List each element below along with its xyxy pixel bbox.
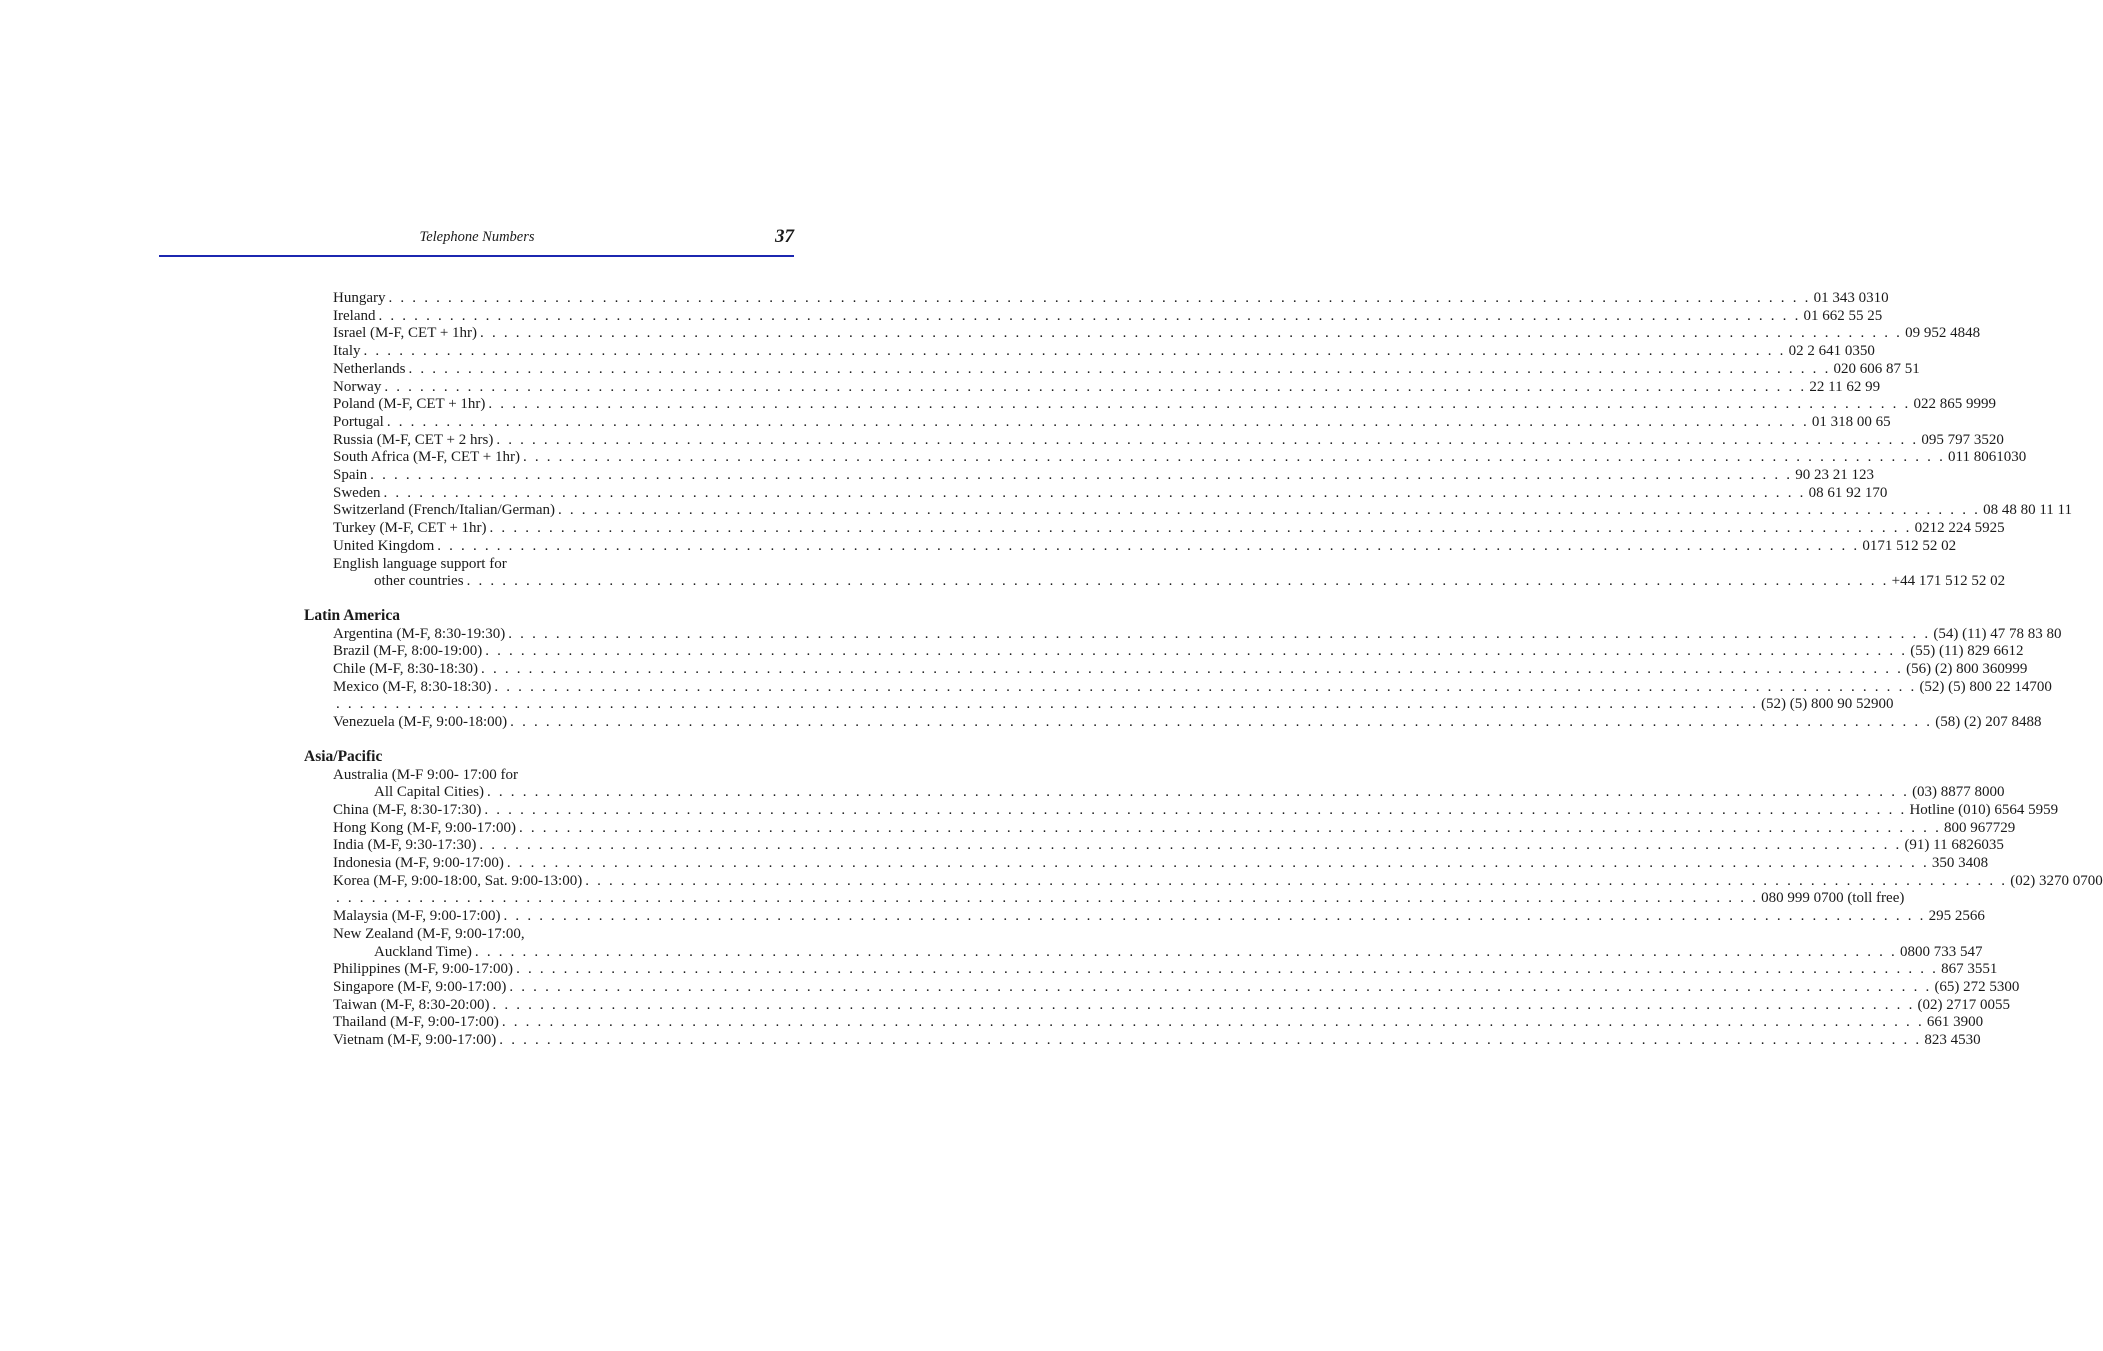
phone-number: (65) 272 5300 bbox=[1934, 978, 2020, 995]
dot-leader: . . . . . . . . . . . . . . . . . . . . . . . . . . . . . . . . . . . . . . . . . . . . . . . . . . . . . . . . . . . . . . . . . . . . . . . . . . . . . . . . . . . . . . . . . . . . . . . . . . . . . . . . . . . . . . . . . . . . . . . . bbox=[501, 1014, 1924, 1031]
entry-label: United Kingdom bbox=[333, 537, 435, 554]
directory-entry bbox=[333, 484, 1888, 502]
dot-leader: . . . . . . . . . . . . . . . . . . . . . . . . . . . . . . . . . . . . . . . . . . . . . . . . . . . . . . . . . . . . . . . . . . . . . . . . . . . . . . . . . . . . . . . . . . . . . . . . . . . . . . . . . . . . . . . . . . . . . . . . bbox=[516, 961, 1939, 978]
phone-number: 01 318 00 65 bbox=[1811, 413, 1891, 430]
phone-number: (52) (5) 800 90 52900 bbox=[1761, 696, 1894, 713]
australia-note: Australia (M-F 9:00- 17:00 for bbox=[333, 766, 518, 783]
directory-entry bbox=[333, 501, 2072, 519]
dot-leader: . . . . . . . . . . . . . . . . . . . . . . . . . . . . . . . . . . . . . . . . . . . . . . . . . . . . . . . . . . . . . . . . . . . . . . . . . . . . . . . . . . . . . . . . . . . . . . . . . . . . . . . . . . . . . . . . . . . . . . . . bbox=[384, 378, 1807, 395]
entry-label: Argentina (M-F, 8:30-19:30) bbox=[333, 625, 506, 642]
directory-entry bbox=[333, 537, 1957, 555]
phone-number: 02 2 641 0350 bbox=[1788, 343, 1875, 360]
entry-label: Poland (M-F, CET + 1hr) bbox=[333, 396, 486, 413]
phone-number: (56) (2) 800 360999 bbox=[1906, 661, 2028, 677]
entry-label: South Africa (M-F, CET + 1hr) bbox=[333, 449, 520, 466]
dot-leader: . . . . . . . . . . . . . . . . . . . . . . . . . . . . . . . . . . . . . . . . . . . . . . . . . . . . . . . . . . . . . . . . . . . . . . . . . . . . . . . . . . . . . . . . . . . . . . . . . . . . . . . . . . . . . . . . . . . . . . . . bbox=[489, 520, 1912, 537]
phone-number: 661 3900 bbox=[1926, 1014, 1984, 1031]
dot-leader: . . . . . . . . . . . . . . . . . . . . . . . . . . . . . . . . . . . . . . . . . . . . . . . . . . . . . . . . . . . . . . . . . . . . . . . . . . . . . . . . . . . . . . . . . . . . . . . . . . . . . . . . . . . . . . . . . . . . . . . . bbox=[496, 431, 1919, 448]
dot-leader: . . . . . . . . . . . . . . . . . . . . . . . . . . . . . . . . . . . . . . . . . . . . . . . . . . . . . . . . . . . . . . . . . . . . . . . . . . . . . . . . . . . . . . . . . . . . . . . . . . . . . . . . . . . . . . . . . . . . . . . . bbox=[506, 855, 1929, 871]
entry-label: Israel (M-F, CET + 1hr) bbox=[333, 325, 478, 342]
dot-leader: . . . . . . . . . . . . . . . . . . . . . . . . . . . . . . . . . . . . . . . . . . . . . . . . . . . . . . . . . . . . . . . . . . . . . . . . . . . . . . . . . . . . . . . . . . . . . . . . . . . . . . . . . . . . . . . . . . . . . . . . bbox=[484, 801, 1907, 818]
phone-number: 0800 733 547 bbox=[1899, 943, 1983, 960]
directory-entry bbox=[333, 801, 2059, 819]
entry-label: China (M-F, 8:30-17:30) bbox=[333, 801, 482, 818]
entry-label: Mexico (M-F, 8:30-18:30) bbox=[333, 678, 492, 695]
dot-leader: . . . . . . . . . . . . . . . . . . . . . . . . . . . . . . . . . . . . . . . . . . . . . . . . . . . . . . . . . . . . . . . . . . . . . . . . . . . . . . . . . . . . . . . . . . . . . . . . . . . . . . . . . . . . . . . . . . . . . . . . bbox=[499, 1032, 1922, 1048]
entry-label: Brazil (M-F, 8:00-19:00) bbox=[333, 643, 483, 660]
directory-entry bbox=[333, 872, 2103, 890]
phone-number: 295 2566 bbox=[1928, 908, 1985, 925]
entry-label: Korea (M-F, 9:00-18:00, Sat. 9:00-13:00) bbox=[333, 872, 583, 889]
directory-entry bbox=[333, 413, 1891, 431]
dot-leader: . . . . . . . . . . . . . . . . . . . . . . . . . . . . . . . . . . . . . . . . . . . . . . . . . . . . . . . . . . . . . . . . . . . . . . . . . . . . . . . . . . . . . . . . . . . . . . . . . . . . . . . . . . . . . . . . . . . . . . . . bbox=[370, 467, 1793, 483]
entry-label: Sweden bbox=[333, 484, 381, 501]
entry-label: Singapore (M-F, 9:00-17:00) bbox=[333, 978, 507, 995]
phone-number: 90 23 21 123 bbox=[1795, 467, 1874, 483]
directory-entry bbox=[333, 819, 2016, 837]
dot-leader: . . . . . . . . . . . . . . . . . . . . . . . . . . . . . . . . . . . . . . . . . . . . . . . . . . . . . . . . . . . . . . . . . . . . . . . . . . . . . . . . . . . . . . . . . . . . . . . . . . . . . . . . . . . . . . . . . . . . . . . . bbox=[503, 908, 1926, 925]
dot-leader: . . . . . . . . . . . . . . . . . . . . . . . . . . . . . . . . . . . . . . . . . . . . . . . . . . . . . . . . . . . . . . . . . . . . . . . . . . . . . . . . . . . . . . . . . . . . . . . . . . . . . . . . . . . . . . . . . . . . . . . . bbox=[336, 696, 1759, 713]
entry-label: Malaysia (M-F, 9:00-17:00) bbox=[333, 908, 501, 925]
phone-number: 800 967729 bbox=[1944, 819, 2016, 836]
directory-entry bbox=[333, 889, 1905, 907]
phone-number: (02) 3270 0700 bbox=[2010, 872, 2103, 889]
dot-leader: . . . . . . . . . . . . . . . . . . . . . . . . . . . . . . . . . . . . . . . . . . . . . . . . . . . . . . . . . . . . . . . . . . . . . . . . . . . . . . . . . . . . . . . . . . . . . . . . . . . . . . . . . . . . . . . . . . . . . . . . bbox=[510, 714, 1933, 731]
entry-label: Portugal bbox=[333, 413, 384, 430]
directory-entry bbox=[333, 907, 1985, 925]
phone-number: 0171 512 52 02 bbox=[1862, 537, 1957, 554]
entry-label: India (M-F, 9:30-17:30) bbox=[333, 837, 477, 854]
entry-label: Italy bbox=[333, 343, 361, 360]
directory-entry bbox=[374, 943, 1983, 961]
dot-leader: . . . . . . . . . . . . . . . . . . . . . . . . . . . . . . . . . . . . . . . . . . . . . . . . . . . . . . . . . . . . . . . . . . . . . . . . . . . . . . . . . . . . . . . . . . . . . . . . . . . . . . . . . . . . . . . . . . . . . . . . bbox=[518, 819, 1942, 836]
entry-label: Auckland Time) bbox=[374, 943, 472, 960]
header-rule bbox=[159, 255, 794, 257]
dot-leader: . . . . . . . . . . . . . . . . . . . . . . . . . . . . . . . . . . . . . . . . . . . . . . . . . . . . . . . . . . . . . . . . . . . . . . . . . . . . . . . . . . . . . . . . . . . . . . . . . . . . . . . . . . . . . . . . . . . . . . . . bbox=[386, 413, 1809, 430]
dot-leader: . . . . . . . . . . . . . . . . . . . . . . . . . . . . . . . . . . . . . . . . . . . . . . . . . . . . . . . . . . . . . . . . . . . . . . . . . . . . . . . . . . . . . . . . . . . . . . . . . . . . . . . . . . . . . . . . . . . . . . . . bbox=[508, 625, 1931, 642]
phone-number: 020 606 87 51 bbox=[1833, 360, 1920, 377]
directory-entry bbox=[333, 695, 1894, 713]
phone-number: 08 61 92 170 bbox=[1808, 484, 1888, 501]
phone-number: 350 3408 bbox=[1931, 855, 1989, 871]
entry-label: Norway bbox=[333, 378, 382, 395]
phone-number: (91) 11 6826035 bbox=[1904, 837, 2004, 854]
phone-number: +44 171 512 52 02 bbox=[1891, 573, 2006, 590]
phone-number: 080 999 0700 (toll free) bbox=[1761, 890, 1905, 907]
directory-entry bbox=[333, 324, 1981, 342]
entry-label: Chile (M-F, 8:30-18:30) bbox=[333, 661, 479, 677]
dot-leader: . . . . . . . . . . . . . . . . . . . . . . . . . . . . . . . . . . . . . . . . . . . . . . . . . . . . . . . . . . . . . . . . . . . . . . . . . . . . . . . . . . . . . . . . . . . . . . . . . . . . . . . . . . . . . . . . . . . . . . . . bbox=[485, 643, 1908, 660]
phone-number: (54) (11) 47 78 83 80 bbox=[1933, 625, 2062, 642]
directory-entry bbox=[333, 996, 2011, 1014]
entry-label: All Capital Cities) bbox=[374, 784, 484, 801]
directory-entry bbox=[333, 642, 2024, 660]
section-heading: Asia/Pacific bbox=[304, 747, 383, 765]
dot-leader: . . . . . . . . . . . . . . . . . . . . . . . . . . . . . . . . . . . . . . . . . . . . . . . . . . . . . . . . . . . . . . . . . . . . . . . . . . . . . . . . . . . . . . . . . . . . . . . . . . . . . . . . . . . . . . . . . . . . . . . . bbox=[474, 943, 1897, 960]
entry-label: Hungary bbox=[333, 290, 386, 306]
dot-leader: . . . . . . . . . . . . . . . . . . . . . . . . . . . . . . . . . . . . . . . . . . . . . . . . . . . . . . . . . . . . . . . . . . . . . . . . . . . . . . . . . . . . . . . . . . . . . . . . . . . . . . . . . . . . . . . . . . . . . . . . bbox=[488, 396, 1911, 413]
dot-leader: . . . . . . . . . . . . . . . . . . . . . . . . . . . . . . . . . . . . . . . . . . . . . . . . . . . . . . . . . . . . . . . . . . . . . . . . . . . . . . . . . . . . . . . . . . . . . . . . . . . . . . . . . . . . . . . . . . . . . . . . bbox=[388, 290, 1811, 306]
phone-number: 01 662 55 25 bbox=[1803, 307, 1883, 324]
entry-label: Indonesia (M-F, 9:00-17:00) bbox=[333, 855, 504, 871]
directory-entry bbox=[333, 307, 1883, 325]
phone-number: 823 4530 bbox=[1924, 1032, 1981, 1048]
phone-number: 22 11 62 99 bbox=[1809, 378, 1881, 395]
dot-leader: . . . . . . . . . . . . . . . . . . . . . . . . . . . . . . . . . . . . . . . . . . . . . . . . . . . . . . . . . . . . . . . . . . . . . . . . . . . . . . . . . . . . . . . . . . . . . . . . . . . . . . . . . . . . . . . . . . . . . . . . bbox=[408, 360, 1831, 377]
entry-label: Thailand (M-F, 9:00-17:00) bbox=[333, 1014, 499, 1031]
phone-number: Hotline (010) 6564 5959 bbox=[1909, 801, 2059, 818]
dot-leader: . . . . . . . . . . . . . . . . . . . . . . . . . . . . . . . . . . . . . . . . . . . . . . . . . . . . . . . . . . . . . . . . . . . . . . . . . . . . . . . . . . . . . . . . . . . . . . . . . . . . . . . . . . . . . . . . . . . . . . . . bbox=[585, 872, 2008, 889]
entry-label: Hong Kong (M-F, 9:00-17:00) bbox=[333, 819, 516, 836]
entry-label: Turkey (M-F, CET + 1hr) bbox=[333, 520, 487, 537]
directory-entry bbox=[374, 572, 2006, 590]
directory-entry bbox=[333, 431, 2004, 449]
entry-label: Spain bbox=[333, 467, 368, 483]
entry-label: Taiwan (M-F, 8:30-20:00) bbox=[333, 996, 490, 1013]
directory-entry bbox=[333, 960, 1998, 978]
dot-leader: . . . . . . . . . . . . . . . . . . . . . . . . . . . . . . . . . . . . . . . . . . . . . . . . . . . . . . . . . . . . . . . . . . . . . . . . . . . . . . . . . . . . . . . . . . . . . . . . . . . . . . . . . . . . . . . . . . . . . . . . bbox=[487, 784, 1910, 801]
phone-number: (55) (11) 829 6612 bbox=[1910, 643, 2024, 660]
directory-entry bbox=[333, 519, 2005, 537]
directory-entry bbox=[333, 678, 2052, 696]
entry-label: Russia (M-F, CET + 2 hrs) bbox=[333, 431, 494, 448]
running-header-title: Telephone Numbers bbox=[419, 229, 535, 245]
directory-entry bbox=[333, 360, 1920, 378]
dot-leader: . . . . . . . . . . . . . . . . . . . . . . . . . . . . . . . . . . . . . . . . . . . . . . . . . . . . . . . . . . . . . . . . . . . . . . . . . . . . . . . . . . . . . . . . . . . . . . . . . . . . . . . . . . . . . . . . . . . . . . . . bbox=[378, 307, 1801, 324]
directory-entry bbox=[333, 836, 2004, 854]
entry-label: other countries bbox=[374, 573, 464, 590]
phone-number: 011 8061030 bbox=[1948, 449, 2027, 466]
dot-leader: . . . . . . . . . . . . . . . . . . . . . . . . . . . . . . . . . . . . . . . . . . . . . . . . . . . . . . . . . . . . . . . . . . . . . . . . . . . . . . . . . . . . . . . . . . . . . . . . . . . . . . . . . . . . . . . . . . . . . . . . bbox=[492, 996, 1915, 1013]
dot-leader: . . . . . . . . . . . . . . . . . . . . . . . . . . . . . . . . . . . . . . . . . . . . . . . . . . . . . . . . . . . . . . . . . . . . . . . . . . . . . . . . . . . . . . . . . . . . . . . . . . . . . . . . . . . . . . . . . . . . . . . . bbox=[336, 890, 1759, 907]
dot-leader: . . . . . . . . . . . . . . . . . . . . . . . . . . . . . . . . . . . . . . . . . . . . . . . . . . . . . . . . . . . . . . . . . . . . . . . . . . . . . . . . . . . . . . . . . . . . . . . . . . . . . . . . . . . . . . . . . . . . . . . . bbox=[481, 661, 1904, 677]
directory-entry bbox=[333, 342, 1875, 360]
entry-label: Philippines (M-F, 9:00-17:00) bbox=[333, 961, 514, 978]
phone-number: 0212 224 5925 bbox=[1914, 520, 2005, 537]
dot-leader: . . . . . . . . . . . . . . . . . . . . . . . . . . . . . . . . . . . . . . . . . . . . . . . . . . . . . . . . . . . . . . . . . . . . . . . . . . . . . . . . . . . . . . . . . . . . . . . . . . . . . . . . . . . . . . . . . . . . . . . . bbox=[494, 678, 1917, 695]
directory-entry bbox=[333, 660, 2028, 678]
phone-number: 095 797 3520 bbox=[1921, 431, 2004, 448]
dot-leader: . . . . . . . . . . . . . . . . . . . . . . . . . . . . . . . . . . . . . . . . . . . . . . . . . . . . . . . . . . . . . . . . . . . . . . . . . . . . . . . . . . . . . . . . . . . . . . . . . . . . . . . . . . . . . . . . . . . . . . . . bbox=[466, 573, 1889, 590]
dot-leader: . . . . . . . . . . . . . . . . . . . . . . . . . . . . . . . . . . . . . . . . . . . . . . . . . . . . . . . . . . . . . . . . . . . . . . . . . . . . . . . . . . . . . . . . . . . . . . . . . . . . . . . . . . . . . . . . . . . . . . . . bbox=[437, 537, 1860, 554]
phone-number: 022 865 9999 bbox=[1913, 396, 1996, 413]
directory-entry bbox=[333, 378, 1881, 396]
phone-number: (58) (2) 207 8488 bbox=[1935, 714, 2042, 731]
new-zealand-note: New Zealand (M-F, 9:00-17:00, bbox=[333, 925, 525, 942]
directory-entry bbox=[333, 978, 2020, 996]
directory-entry bbox=[333, 854, 1989, 872]
section-heading: Latin America bbox=[304, 606, 400, 624]
phone-number: 09 952 4848 bbox=[1905, 325, 1981, 342]
entry-label: Ireland bbox=[333, 307, 376, 324]
dot-leader: . . . . . . . . . . . . . . . . . . . . . . . . . . . . . . . . . . . . . . . . . . . . . . . . . . . . . . . . . . . . . . . . . . . . . . . . . . . . . . . . . . . . . . . . . . . . . . . . . . . . . . . . . . . . . . . . . . . . . . . . bbox=[383, 484, 1806, 501]
dot-leader: . . . . . . . . . . . . . . . . . . . . . . . . . . . . . . . . . . . . . . . . . . . . . . . . . . . . . . . . . . . . . . . . . . . . . . . . . . . . . . . . . . . . . . . . . . . . . . . . . . . . . . . . . . . . . . . . . . . . . . . . bbox=[522, 449, 1946, 466]
directory-entry bbox=[333, 466, 1874, 484]
page-number: 37 bbox=[775, 226, 794, 247]
entry-label: Switzerland (French/Italian/German) bbox=[333, 502, 555, 519]
phone-number: 867 3551 bbox=[1941, 961, 1998, 978]
directory-entry bbox=[333, 1031, 1981, 1049]
dot-leader: . . . . . . . . . . . . . . . . . . . . . . . . . . . . . . . . . . . . . . . . . . . . . . . . . . . . . . . . . . . . . . . . . . . . . . . . . . . . . . . . . . . . . . . . . . . . . . . . . . . . . . . . . . . . . . . . . . . . . . . . bbox=[509, 978, 1932, 995]
directory-entry bbox=[333, 448, 2027, 466]
directory-entry bbox=[333, 625, 2062, 643]
directory-entry bbox=[333, 289, 1889, 307]
directory-entry bbox=[333, 1013, 1984, 1031]
phone-number: (02) 2717 0055 bbox=[1917, 996, 2011, 1013]
dot-leader: . . . . . . . . . . . . . . . . . . . . . . . . . . . . . . . . . . . . . . . . . . . . . . . . . . . . . . . . . . . . . . . . . . . . . . . . . . . . . . . . . . . . . . . . . . . . . . . . . . . . . . . . . . . . . . . . . . . . . . . . bbox=[363, 343, 1786, 360]
dot-leader: . . . . . . . . . . . . . . . . . . . . . . . . . . . . . . . . . . . . . . . . . . . . . . . . . . . . . . . . . . . . . . . . . . . . . . . . . . . . . . . . . . . . . . . . . . . . . . . . . . . . . . . . . . . . . . . . . . . . . . . . bbox=[558, 502, 1981, 519]
directory-entry bbox=[333, 713, 2042, 731]
dot-leader: . . . . . . . . . . . . . . . . . . . . . . . . . . . . . . . . . . . . . . . . . . . . . . . . . . . . . . . . . . . . . . . . . . . . . . . . . . . . . . . . . . . . . . . . . . . . . . . . . . . . . . . . . . . . . . . . . . . . . . . . bbox=[480, 325, 1903, 342]
entry-label: Vietnam (M-F, 9:00-17:00) bbox=[333, 1032, 497, 1048]
directory-entry bbox=[374, 783, 2005, 801]
phone-number: 01 343 0310 bbox=[1813, 290, 1889, 306]
phone-number: (52) (5) 800 22 14700 bbox=[1919, 678, 2052, 695]
entry-label: Venezuela (M-F, 9:00-18:00) bbox=[333, 714, 508, 731]
phone-number: (03) 8877 8000 bbox=[1912, 784, 2005, 801]
dot-leader: . . . . . . . . . . . . . . . . . . . . . . . . . . . . . . . . . . . . . . . . . . . . . . . . . . . . . . . . . . . . . . . . . . . . . . . . . . . . . . . . . . . . . . . . . . . . . . . . . . . . . . . . . . . . . . . . . . . . . . . . bbox=[479, 837, 1902, 854]
entry-label: Netherlands bbox=[333, 360, 406, 377]
phone-number: 08 48 80 11 11 bbox=[1983, 502, 2072, 519]
english-support-note: English language support for bbox=[333, 555, 507, 572]
directory-entry bbox=[333, 395, 1996, 413]
